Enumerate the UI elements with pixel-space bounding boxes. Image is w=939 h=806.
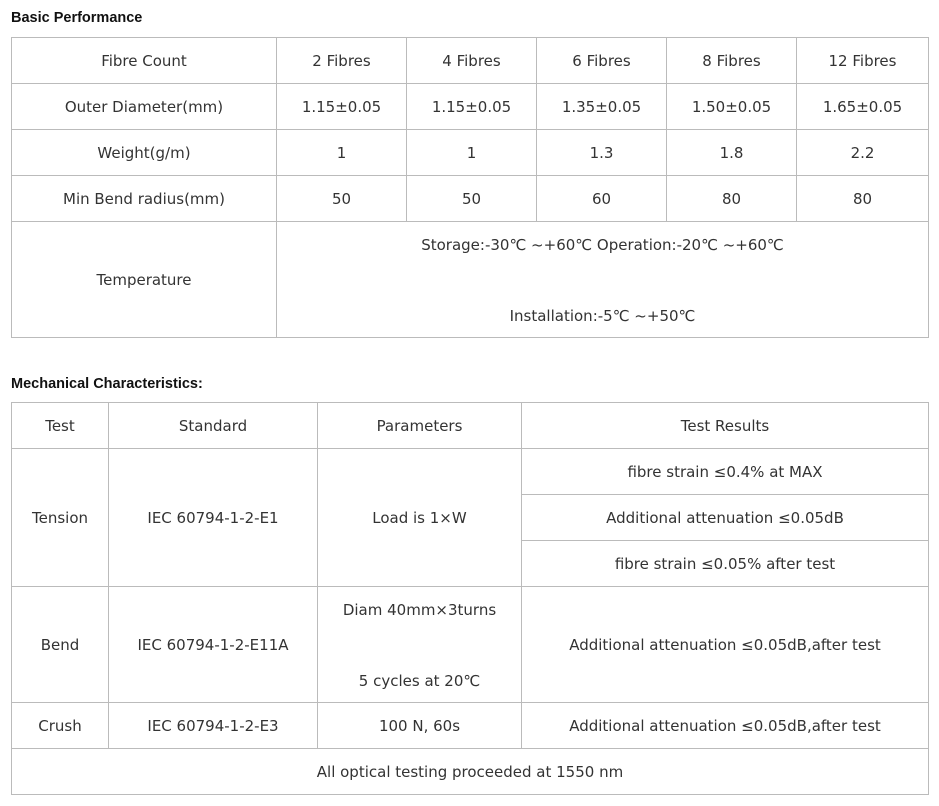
- table-cell: 4 Fibres: [407, 38, 537, 84]
- table-cell: 1.35±0.05: [537, 84, 667, 130]
- table-cell: 1.15±0.05: [407, 84, 537, 130]
- table-row-crush: [12, 703, 929, 749]
- mechanical-characteristics-title: Mechanical Characteristics:: [11, 376, 203, 392]
- bend-parameter-diameter: Diam 40mm×3turns: [342, 601, 497, 619]
- test-standard: IEC 60794-1-2-E3: [109, 703, 318, 749]
- table-cell: 1: [277, 130, 407, 176]
- column-header: Test: [12, 403, 109, 449]
- test-parameters: 100 N, 60s: [318, 703, 522, 749]
- test-result: Additional attenuation ≤0.05dB,after test: [522, 703, 929, 749]
- table-cell: 50: [407, 176, 537, 222]
- table-row-bend: [12, 587, 929, 703]
- temperature-cell: [277, 222, 929, 338]
- row-label: Temperature: [12, 222, 277, 338]
- column-header: Parameters: [318, 403, 522, 449]
- mechanical-characteristics-table: [11, 402, 929, 795]
- test-name: Tension: [12, 449, 109, 587]
- table-cell: 80: [667, 176, 797, 222]
- table-cell: 1.3: [537, 130, 667, 176]
- column-header: Standard: [109, 403, 318, 449]
- test-name: Crush: [12, 703, 109, 749]
- table-cell: 1.50±0.05: [667, 84, 797, 130]
- test-parameters: Load is 1×W: [318, 449, 522, 587]
- table-cell: 2.2: [797, 130, 929, 176]
- row-label: Min Bend radius(mm): [12, 176, 277, 222]
- test-result: fibre strain ≤0.05% after test: [522, 541, 929, 587]
- table-row: [12, 130, 929, 176]
- row-label: Fibre Count: [12, 38, 277, 84]
- table-cell: 80: [797, 176, 929, 222]
- table-header-row: [12, 403, 929, 449]
- row-label: Weight(g/m): [12, 130, 277, 176]
- row-label: Outer Diameter(mm): [12, 84, 277, 130]
- table-cell: 1.65±0.05: [797, 84, 929, 130]
- table-cell: 1.15±0.05: [277, 84, 407, 130]
- column-header: Test Results: [522, 403, 929, 449]
- temperature-storage-operation: Storage:-30℃ ~+60℃ Operation:-20℃ ~+60℃: [421, 236, 784, 254]
- test-name: Bend: [12, 587, 109, 703]
- footer-note: All optical testing proceeded at 1550 nm: [12, 749, 929, 795]
- table-cell: 1: [407, 130, 537, 176]
- test-result: fibre strain ≤0.4% at MAX: [522, 449, 929, 495]
- table-row-temperature: [12, 222, 929, 338]
- basic-performance-title: Basic Performance: [11, 10, 143, 26]
- table-footer-row: [12, 749, 929, 795]
- bend-parameter-cycles: 5 cycles at 20℃: [358, 672, 481, 690]
- table-cell: 50: [277, 176, 407, 222]
- test-standard: IEC 60794-1-2-E11A: [109, 587, 318, 703]
- test-parameters: [318, 587, 522, 703]
- table-row: [12, 176, 929, 222]
- table-row: [12, 84, 929, 130]
- table-row-tension: [12, 449, 929, 495]
- table-cell: 6 Fibres: [537, 38, 667, 84]
- table-cell: 12 Fibres: [797, 38, 929, 84]
- test-standard: IEC 60794-1-2-E1: [109, 449, 318, 587]
- table-cell: 60: [537, 176, 667, 222]
- test-result: Additional attenuation ≤0.05dB,after test: [522, 587, 929, 703]
- test-result: Additional attenuation ≤0.05dB: [522, 495, 929, 541]
- table-cell: 2 Fibres: [277, 38, 407, 84]
- basic-performance-table: [11, 37, 929, 338]
- table-cell: 1.8: [667, 130, 797, 176]
- table-cell: 8 Fibres: [667, 38, 797, 84]
- temperature-installation: Installation:-5℃ ~+50℃: [509, 307, 696, 325]
- table-row: [12, 38, 929, 84]
